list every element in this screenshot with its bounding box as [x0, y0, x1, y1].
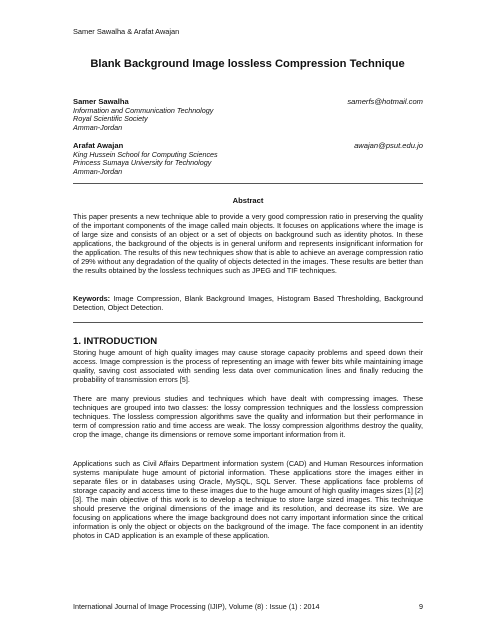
keywords-label: Keywords:: [73, 294, 111, 303]
author-affiliation-line: Amman-Jordan: [73, 167, 123, 177]
journal-citation: International Journal of Image Processing (IJIP), Volume (8) : Issue (1) : 2014: [73, 602, 320, 611]
keywords: [73, 295, 423, 313]
author-affiliation-line: Royal Scientific Society: [73, 114, 148, 124]
author-affiliation-line: Information and Communication Technology: [73, 105, 214, 115]
author-email[interactable]: samerfs@hotmail.com: [347, 97, 423, 106]
paragraph: Storing huge amount of high quality images may cause storage capacity problems and speed down their access. Image compression is the process of representing an image with fewer bits while maintaining image quality, saving cost associated with sending less data over communication lines and finally reducing the probability of transmission errors [5].: [73, 348, 423, 384]
page-footer: [73, 602, 423, 611]
author-affiliation-line: King Hussein School for Computing Sciences: [73, 149, 218, 159]
page-number: 9: [419, 602, 423, 611]
author-block-1: [73, 97, 423, 133]
author-affiliation-line: Princess Sumaya University for Technology: [73, 158, 212, 168]
keywords-text: Image Compression, Blank Background Images, Histogram Based Thresholding, Background Detection, Object Detection.: [73, 294, 423, 312]
author-email[interactable]: awajan@psut.edu.jo: [354, 141, 423, 150]
author-affiliation-line: Amman-Jordan: [73, 123, 123, 133]
abstract-heading: Abstract: [232, 196, 264, 205]
abstract-text: This paper presents a new technique able to provide a very good compression ratio in preserving the quality of the important components of the image called main objects. It focuses on applications where the image is of large size and consists of an object or a set of objects on background such as identity photos. In these applications, the background of the objects is in general uniform and represents insignificant information for the application. The results of this new techniques show that is able to achieve an average compression ratio of 29% without any degradation of the quality of objects detected in the images. These results are better than the results obtained by the lossless techniques such as JPEG and TIF techniques.: [73, 212, 423, 275]
divider-top: [73, 183, 423, 184]
author-name: Arafat Awajan: [73, 141, 124, 150]
author-name: Samer Sawalha: [73, 97, 129, 106]
paragraph: Applications such as Civil Affairs Department information system (CAD) and Human Resources information systems manipulate huge amount of pictorial information. These applications store the images either in separate files or in databases using Oracle, MySQL, SQL Server. These applications face problems of storage capacity and access time to these images due to the huge amount of high quality images sizes [1] [2] [3]. The main objective of this work is to develop a technique to store large sized images. This technique should preserve the original dimensions of the image and its resolution, and decrease its size. We are focusing on applications where the image background does not carry important information since the critical information is only the object or objects on the background of the image. The face component in an identity photos in CAD application is an example of these application.: [73, 459, 423, 540]
author-block-2: [73, 141, 423, 177]
running-head: Samer Sawalha & Arafat Awajan: [73, 27, 180, 36]
paragraph: There are many previous studies and techniques which have dealt with compressing images. These techniques are grouped into two classes: the lossy compression techniques and the lossless compression techniques. The lossless compression algorithms save the quality and information but their performance in term of compression ratio and time access are weak. The lossy compression algorithms destroy the quality, crop the image, change its dimensions or remove some important information from it.: [73, 394, 423, 439]
paper-title: Blank Background Image lossless Compression Technique: [90, 58, 405, 70]
section-heading: 1. INTRODUCTION: [73, 336, 158, 347]
divider-bottom: [73, 322, 423, 323]
